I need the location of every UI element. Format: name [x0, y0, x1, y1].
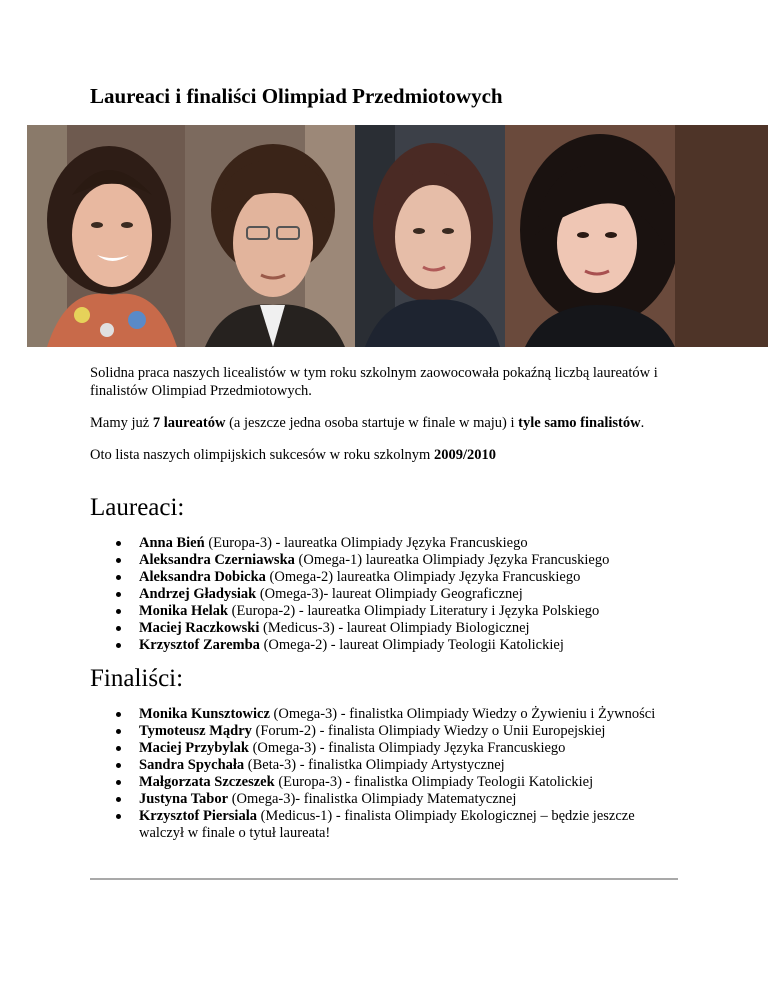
list-item: [90, 569, 680, 586]
bullet-icon: [116, 592, 121, 597]
bullet-icon: [116, 729, 121, 734]
bullet-icon: [116, 626, 121, 631]
person-name: Maciej Raczkowski: [139, 620, 260, 636]
person-details: (Omega-3)- laureat Olimpiady Geograficznej: [256, 586, 523, 602]
person-name: Monika Helak: [139, 603, 229, 619]
portrait-1: [27, 125, 185, 347]
bullet-icon: [116, 814, 121, 819]
person-details: (Europa-3) - laureatka Olimpiady Języka Francuskiego: [204, 535, 528, 551]
person-name: Sandra Spychała: [139, 757, 245, 773]
person-name: Małgorzata Szczeszek: [139, 774, 275, 790]
list-item: [90, 552, 680, 569]
intro-text: .: [640, 415, 645, 431]
laureates-list: [90, 535, 680, 654]
bullet-icon: [116, 746, 121, 751]
list-item: [90, 757, 680, 774]
person-name: Tymoteusz Mądry: [139, 723, 252, 739]
person-name: Anna Bień: [139, 535, 205, 551]
students-photo: [27, 125, 768, 347]
person-name: Justyna Tabor: [139, 791, 229, 807]
list-item: [90, 603, 680, 620]
horizontal-rule: [90, 878, 678, 880]
person-name: Aleksandra Czerniawska: [139, 552, 295, 568]
intro-text: Mamy już: [90, 415, 153, 431]
finalists-list: [90, 706, 680, 842]
person-details: (Europa-2) - laureatka Olimpiady Literatury i Języka Polskiego: [228, 603, 600, 619]
list-item: [90, 706, 680, 723]
person-details: (Omega-1) laureatka Olimpiady Języka Francuskiego: [294, 552, 610, 568]
person-name: Andrzej Gładysiak: [139, 586, 257, 602]
portrait-4: [505, 125, 768, 347]
list-item: [90, 637, 680, 654]
bullet-icon: [116, 763, 121, 768]
person-details: (Omega-3) - finalista Olimpiady Języka Francuskiego: [248, 740, 566, 756]
laureates-heading: Laureaci:: [90, 494, 185, 521]
finalists-heading: Finaliści:: [90, 665, 184, 692]
list-item: [90, 620, 680, 637]
list-item: [90, 586, 680, 603]
bullet-icon: [116, 797, 121, 802]
bullet-icon: [116, 609, 121, 614]
bullet-icon: [116, 643, 121, 648]
bullet-icon: [116, 541, 121, 546]
finalists-count: tyle samo finalistów: [518, 415, 641, 431]
bullet-icon: [116, 780, 121, 785]
person-name: Aleksandra Dobicka: [139, 569, 266, 585]
person-details: (Omega-2) laureatka Olimpiady Języka Francuskiego: [265, 569, 581, 585]
person-details: (Europa-3) - finalistka Olimpiady Teologii Katolickiej: [274, 774, 594, 790]
list-item: [90, 723, 680, 740]
person-name: Krzysztof Piersiala: [139, 808, 257, 824]
intro-paragraph-1: Solidna praca naszych licealistów w tym roku szkolnym zaowocowała pokaźną liczbą laureatów i finalistów Olimpiad Przedmiotowych.: [90, 365, 658, 399]
list-item: [90, 740, 680, 757]
person-name: Krzysztof Zaremba: [139, 637, 260, 653]
bullet-icon: [116, 575, 121, 580]
intro-text: Oto lista naszych olimpijskich sukcesów w roku szkolnym: [90, 447, 434, 463]
school-year: 2009/2010: [433, 447, 496, 463]
person-details: (Medicus-1) - finalista Olimpiady Ekologicznej – będzie jeszcze walczył w finale o tytuł laureata!: [139, 808, 635, 841]
list-item: [90, 774, 680, 791]
bullet-icon: [116, 712, 121, 717]
bullet-icon: [116, 558, 121, 563]
intro: [90, 364, 675, 478]
person-details: (Medicus-3) - laureat Olimpiady Biologicznej: [259, 620, 530, 636]
list-item: [90, 791, 680, 808]
intro-text: (a jeszcze jedna osoba startuje w finale w maju) i: [225, 415, 519, 431]
portrait-2: [185, 125, 355, 347]
page-title: Laureaci i finaliści Olimpiad Przedmiotowych: [90, 84, 503, 108]
portrait-3: [355, 125, 505, 347]
person-name: Maciej Przybylak: [139, 740, 249, 756]
person-details: (Omega-2) - laureat Olimpiady Teologii Katolickiej: [259, 637, 564, 653]
person-details: (Beta-3) - finalistka Olimpiady Artystycznej: [244, 757, 505, 773]
person-details: (Omega-3)- finalistka Olimpiady Matematycznej: [228, 791, 517, 807]
person-details: (Forum-2) - finalista Olimpiady Wiedzy o Unii Europejskiej: [251, 723, 606, 739]
intro-paragraph-3: [90, 446, 675, 464]
person-details: (Omega-3) - finalistka Olimpiady Wiedzy o Żywieniu i Żywności: [269, 706, 656, 722]
person-name: Monika Kunsztowicz: [139, 706, 270, 722]
list-item: [90, 808, 680, 842]
intro-paragraph-2: [90, 414, 675, 432]
laureates-count: 7 laureatów: [152, 415, 226, 431]
list-item: [90, 535, 680, 552]
